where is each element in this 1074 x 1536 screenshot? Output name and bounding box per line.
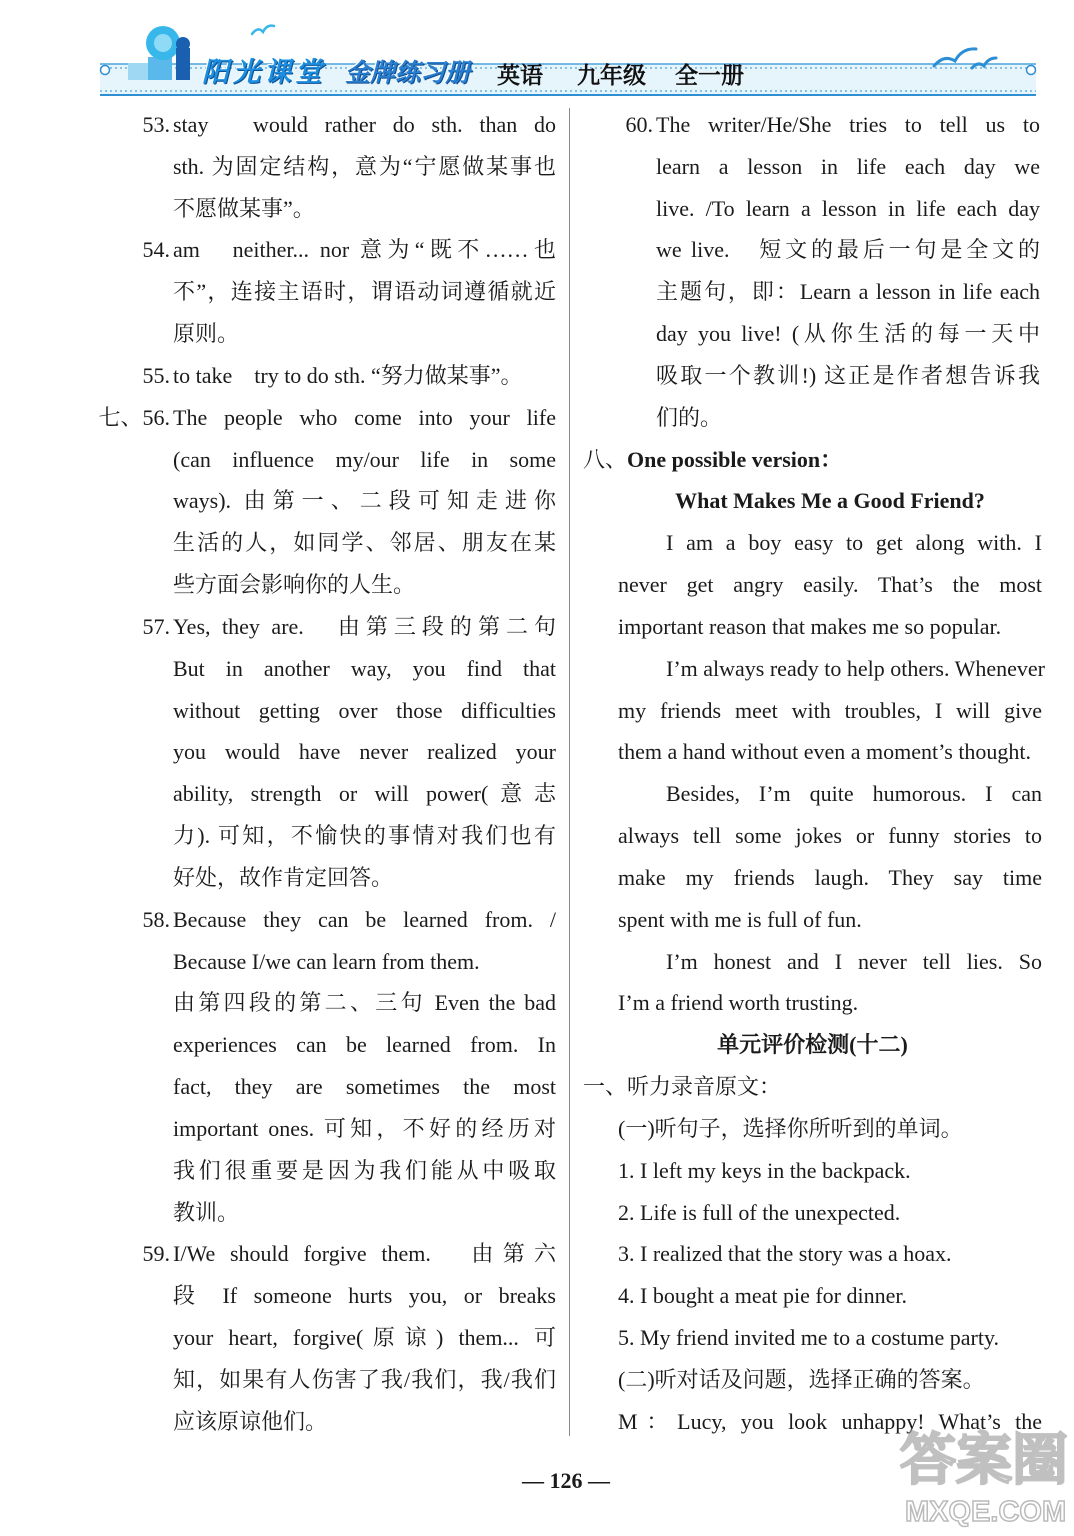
item-number: 58. (142, 906, 170, 932)
text-line: spent with me is full of fun. (618, 906, 862, 932)
text-line: experiences can be learned from. In (173, 1032, 556, 1058)
answer-paragraph (173, 899, 556, 983)
text-line: ways). 由第一、二段可知走进你 (173, 488, 556, 514)
answer-item (98, 397, 556, 606)
text-line: make my friends laugh. They say time (618, 864, 1042, 890)
text-line: 不”，连接主语时，谓语动词遵循就近 (173, 279, 556, 305)
text-line: learn a lesson in life each day we (656, 153, 1040, 179)
text-line: Because they can be learned from. / (173, 906, 556, 932)
essay-body (618, 522, 1045, 1024)
essay-paragraph (618, 941, 1042, 1025)
item-number: 53. (142, 112, 170, 137)
text-line: I’m always ready to help others. Whenever (666, 655, 1045, 681)
text-line: Because I/we can learn from them. (173, 948, 480, 974)
sentence-item: 3. I realized that the story was a hoax. (618, 1241, 952, 1267)
text-line: 我们很重要是因为我们能从中吸取 (173, 1157, 556, 1183)
text-line: fact, they are sometimes the most (173, 1074, 556, 1100)
essay-paragraph (618, 522, 1042, 647)
logo-icon (128, 26, 190, 80)
item-number: 55. (142, 362, 170, 388)
answer-paragraph (173, 397, 556, 606)
text-line: 教训。 (173, 1199, 240, 1225)
answer-item (142, 355, 556, 397)
answer-paragraph (173, 229, 556, 354)
text-line: stay would rather do sth. than do (173, 112, 556, 137)
answer-paragraph (173, 982, 556, 1233)
text-line: The people who come into your life (173, 404, 556, 430)
text-line: 应该原谅他们。 (173, 1408, 328, 1434)
dialogue-line: M：Lucy, you look unhappy! What’s the (618, 1408, 1042, 1434)
answer-item-60 (625, 104, 1040, 439)
text-line: Yes, they are. 由第三段的第二句 (173, 613, 556, 639)
text-line: But in another way, you find that (173, 655, 556, 681)
text-line: 知，如果有人伤害了我/我们，我/我们 (173, 1366, 556, 1392)
text-line: we live. 短文的最后一句是全文的 (656, 237, 1040, 263)
bird-icon (252, 26, 274, 34)
part-heading-1 (583, 1066, 1042, 1108)
text-line: you would have never realized your (173, 739, 556, 765)
item-number: 54. (142, 237, 170, 263)
text-line: 们的。 (656, 404, 723, 430)
essay-paragraph (618, 773, 1042, 940)
right-column (583, 104, 1045, 1443)
text-line: I/We should forgive them. 由第六 (173, 1241, 556, 1267)
section-title: One possible version： (627, 446, 843, 472)
text-line: 些方面会影响你的人生。 (173, 572, 416, 598)
text-line: 吸取一个教训!) 这正是作者想告诉我 (656, 362, 1040, 388)
text-line: 原则。 (173, 321, 240, 347)
answer-paragraph (173, 1233, 556, 1442)
item-number: 59. (142, 1241, 170, 1267)
sentence-item: 1. I left my keys in the backpack. (618, 1157, 911, 1183)
text-line: your heart, forgive(原谅) them... 可 (173, 1325, 556, 1351)
item-number: 57. (142, 613, 170, 639)
text-line: sth. 为固定结构，意为“宁愿做某事也 (173, 153, 556, 179)
text-line: I’m honest and I never tell lies. So (666, 948, 1042, 974)
unit-test-title: 单元评价检测(十二) (717, 1032, 908, 1058)
essay-paragraph (618, 648, 1045, 773)
text-line: without getting over those difficulties (173, 697, 556, 723)
page-number: — 126 — (522, 1468, 610, 1493)
answer-item (142, 229, 556, 354)
text-line: Besides, I’m quite humorous. I can (666, 781, 1042, 807)
answer-item (142, 1233, 556, 1442)
text-line: day you live! (从你生活的每一天中 (656, 321, 1040, 347)
text-line: am neither... nor 意为“既不……也 (173, 237, 556, 263)
text-line: (can influence my/our life in some (173, 446, 556, 472)
answer-paragraph (173, 355, 556, 397)
volume-label: 全一册 (675, 63, 744, 89)
watermark-site: MXQE.COM (905, 1496, 1067, 1528)
listening-section-heading: (一)听句子，选择你所听到的单词。 (618, 1115, 963, 1141)
text-line: 生活的人，如同学、邻居、朋友在某 (173, 530, 556, 556)
text-line: important ones. 可知，不好的经历对 (173, 1115, 556, 1141)
brand-title: 阳光课堂 (202, 57, 326, 88)
grade-label: 九年级 (577, 63, 646, 89)
text-line: never get angry easily. That’s the most (618, 572, 1042, 598)
item-number: 60. (625, 112, 653, 137)
text-line: I am a boy easy to get along with. I (666, 530, 1042, 556)
essay-title: What Makes Me a Good Friend? (675, 488, 985, 514)
answer-paragraph (656, 104, 1040, 439)
sentence-item: 4. I bought a meat pie for dinner. (618, 1283, 907, 1309)
text-line: important reason that makes me so popular. (618, 613, 1002, 639)
listening-section-heading: (二)听对话及问题，选择正确的答案。 (618, 1366, 985, 1392)
item-number: 七、56. (98, 404, 170, 430)
text-line: live. /To learn a lesson in life each day (656, 195, 1040, 221)
answer-paragraph (173, 104, 556, 229)
answer-item (142, 899, 556, 1234)
column-divider (569, 108, 570, 1436)
sentence-list (618, 1150, 1042, 1359)
text-line: 主题句，即：Learn a lesson in life each (656, 279, 1040, 305)
text-line: 不愿做某事”。 (173, 195, 315, 221)
section-number: 八、 (583, 446, 628, 472)
text-line: The writer/He/She tries to tell us to (656, 112, 1040, 137)
answer-item (142, 104, 556, 229)
watermark-text: 答案圈 (900, 1428, 1068, 1493)
text-line: always tell some jokes or funny stories to (618, 823, 1042, 849)
subject-label: 英语 (497, 63, 543, 89)
sentence-item: 5. My friend invited me to a costume party. (618, 1325, 1000, 1351)
listening-part (618, 1108, 1042, 1443)
part-number: 一、 (583, 1074, 628, 1100)
answer-paragraph (173, 606, 556, 899)
answer-item (142, 606, 556, 899)
left-column (98, 104, 556, 1443)
text-line: 力). 可知，不愉快的事情对我们也有 (173, 823, 556, 849)
text-line: I’m a friend worth trusting. (618, 990, 859, 1016)
text-line: 由第四段的第二、三句 Even the bad (173, 990, 556, 1016)
text-line: 段 If someone hurts you, or breaks (173, 1283, 556, 1309)
text-line: ability, strength or will power(意志 (173, 781, 556, 807)
text-line: them a hand without even a moment’s thought. (618, 739, 1032, 765)
series-title: 金牌练习册 (345, 58, 471, 87)
text-line: 好处，故作肯定回答。 (173, 864, 394, 890)
text-line: to take try to do sth. “努力做某事”。 (173, 362, 523, 388)
section-heading-8 (583, 439, 1042, 481)
text-line: my friends meet with troubles, I will give (618, 697, 1042, 723)
part-title: 听力录音原文： (627, 1074, 782, 1100)
sentence-item: 2. Life is full of the unexpected. (618, 1199, 901, 1225)
